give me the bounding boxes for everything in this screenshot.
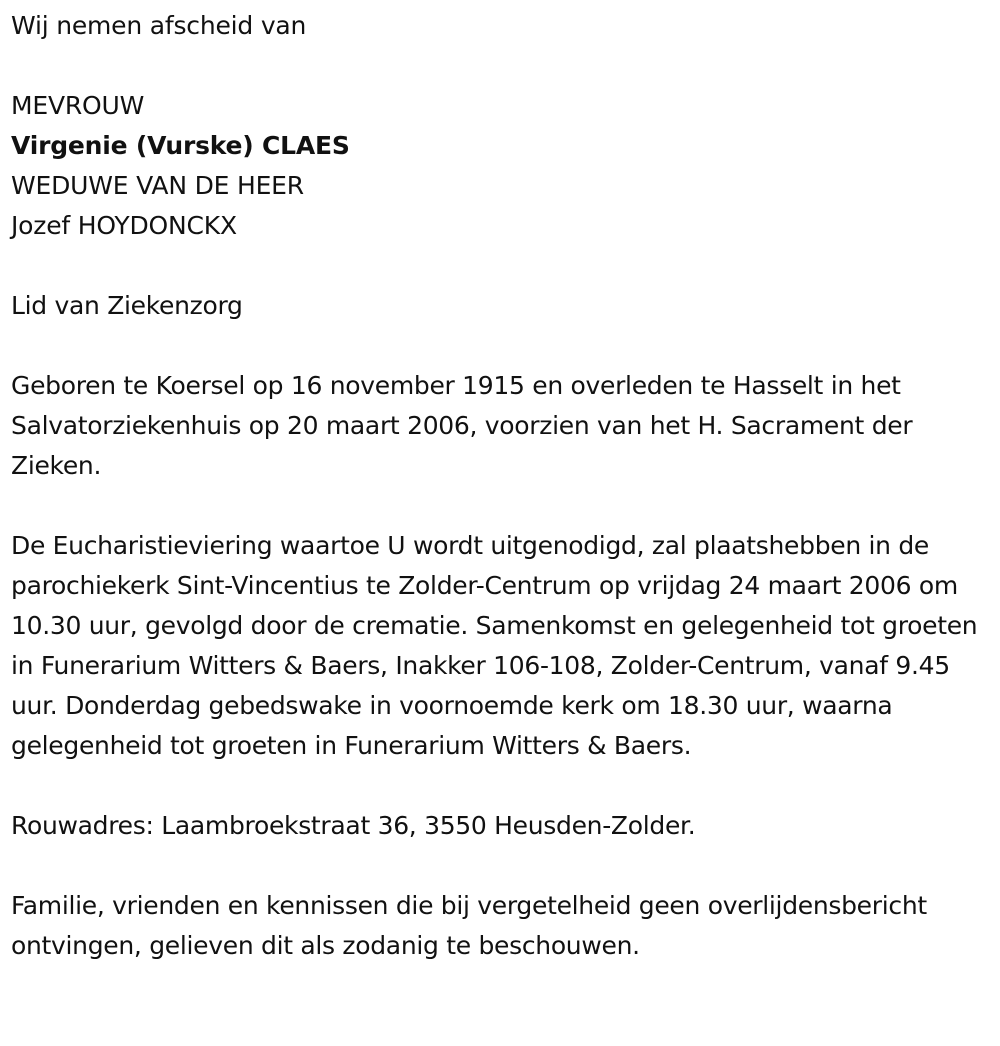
address-text: Rouwadres: Laambroekstraat 36, 3550 Heusden-Zolder. xyxy=(11,811,696,840)
birth-death-paragraph: Geboren te Koersel op 16 november 1915 en overleden te Hasselt in het Salvatorziekenhuis op 20 maart 2006, voorzien van het H. Sacrament der Zieken. xyxy=(11,371,913,480)
membership-text: Lid van Ziekenzorg xyxy=(11,291,243,320)
intro-text: Wij nemen afscheid van xyxy=(11,11,307,40)
salutation: MEVROUW xyxy=(11,91,145,120)
closing-paragraph: Familie, vrienden en kennissen die bij vergetelheid geen overlijdensbericht ontvingen, gelieven dit als zodanig te beschouwen. xyxy=(11,891,927,960)
spouse-name: Jozef HOYDONCKX xyxy=(11,211,237,240)
deceased-block xyxy=(11,86,996,246)
deceased-name: Virgenie (Vurske) CLAES xyxy=(11,131,350,160)
widow-line: WEDUWE VAN DE HEER xyxy=(11,171,304,200)
obituary-document xyxy=(11,0,996,966)
ceremony-paragraph: De Eucharistieviering waartoe U wordt uitgenodigd, zal plaatshebben in de parochiekerk Sint-Vincentius te Zolder-Centrum op vrijdag 24 maart 2006 om 10.30 uur, gevolgd door de crematie. Samenkomst en gelegenheid tot groeten in Funerarium Witters & Baers, Inakker 106-108, Zolder-Centrum, vanaf 9.45 uur. Donderdag gebedswake in voornoemde kerk om 18.30 uur, waarna gelegenheid tot groeten in Funerarium Witters & Baers. xyxy=(11,531,978,760)
